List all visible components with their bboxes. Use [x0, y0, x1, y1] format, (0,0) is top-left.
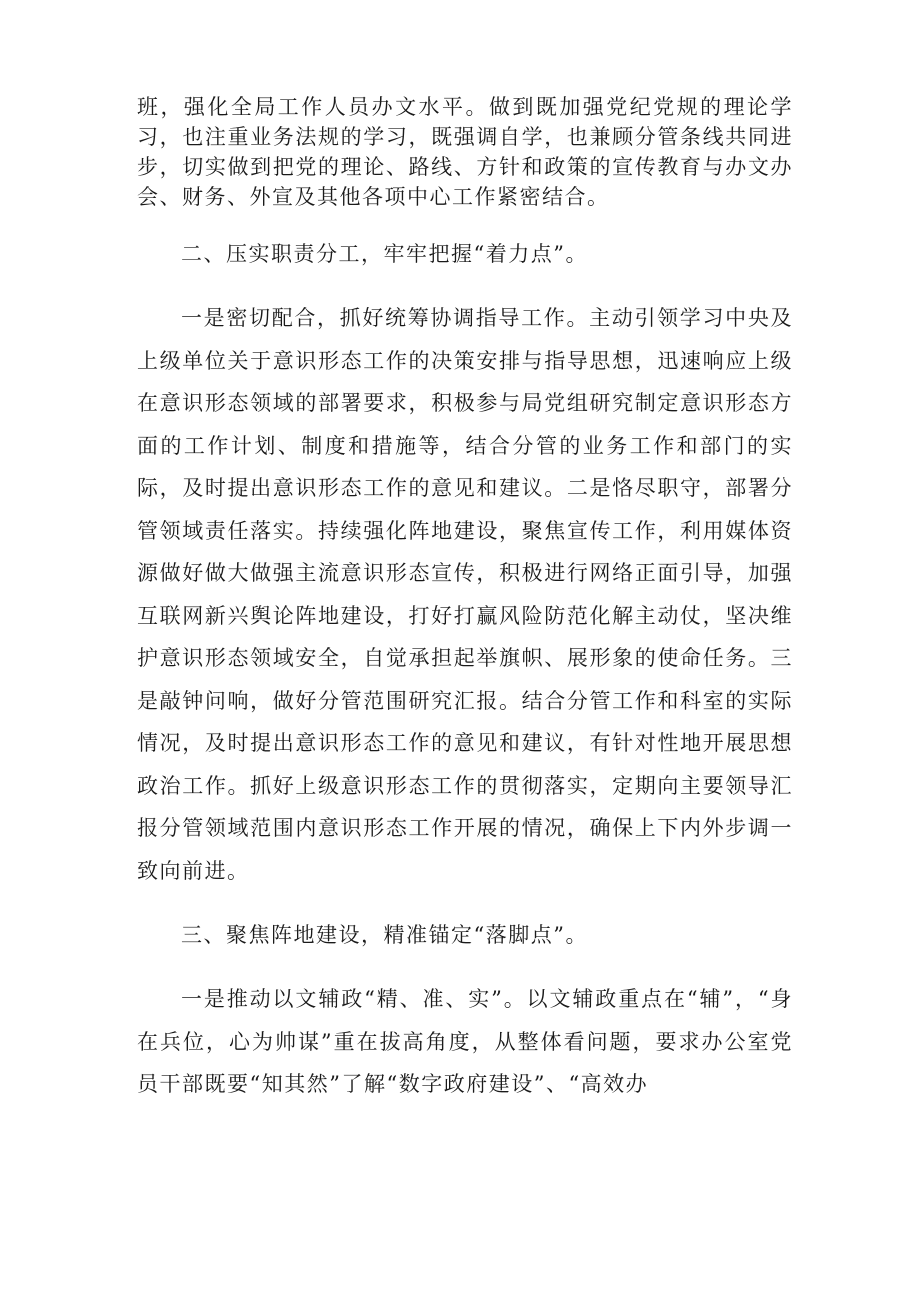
section-heading-3: 三、聚焦阵地建设，精准锚定“落脚点”。	[181, 923, 588, 947]
paragraph-section-3-body: 一是推动以文辅政“精、准、实”。以文辅政重点在“辅”，“身在兵位，心为帅谋”重在拔高角度，从整体看问题，要求办公室党员干部既要“知其然”了解“数字政府建设”、“高效办	[137, 987, 793, 1096]
document-body	[137, 92, 793, 1106]
paragraph-section-2-body: 一是密切配合，抓好统筹协调指导工作。主动引领学习中央及上级单位关于意识形态工作的决策安排与指导思想，迅速响应上级在意识形态领域的部署要求，积极参与局党组研究制定意识形态方面的工作计划、制度和措施等，结合分管的业务工作和部门的实际，及时提出意识形态工作的意见和建议。二是恪尽职守，部署分管领域责任落实。持续强化阵地建设，聚焦宣传工作，利用媒体资源做好做大做强主流意识形态宣传，积极进行网络正面引导，加强互联网新兴舆论阵地建设，打好打赢风险防范化解主动仗，坚决维护意识形态领域安全，自觉承担起举旗帜、展形象的使命任务。三是敲钟问响，做好分管范围研究汇报。结合分管工作和科室的实际情况，及时提出意识形态工作的意见和建议，有针对性地开展思想政治工作。抓好上级意识形态工作的贯彻落实，定期向主要领导汇报分管领域范围内意识形态工作开展的情况，确保上下内外步调一致向前进。	[137, 306, 793, 883]
section-heading-2: 二、压实职责分工，牢牢把握“着力点”。	[181, 242, 588, 266]
paragraph-continuation: 班，强化全局工作人员办文水平。做到既加强党纪党规的理论学习，也注重业务法规的学习，既强调自学，也兼顾分管条线共同进步，切实做到把党的理论、路线、方针和政策的宣传教育与办文办会、财务、外宣及其他各项中心工作紧密结合。	[137, 95, 793, 209]
